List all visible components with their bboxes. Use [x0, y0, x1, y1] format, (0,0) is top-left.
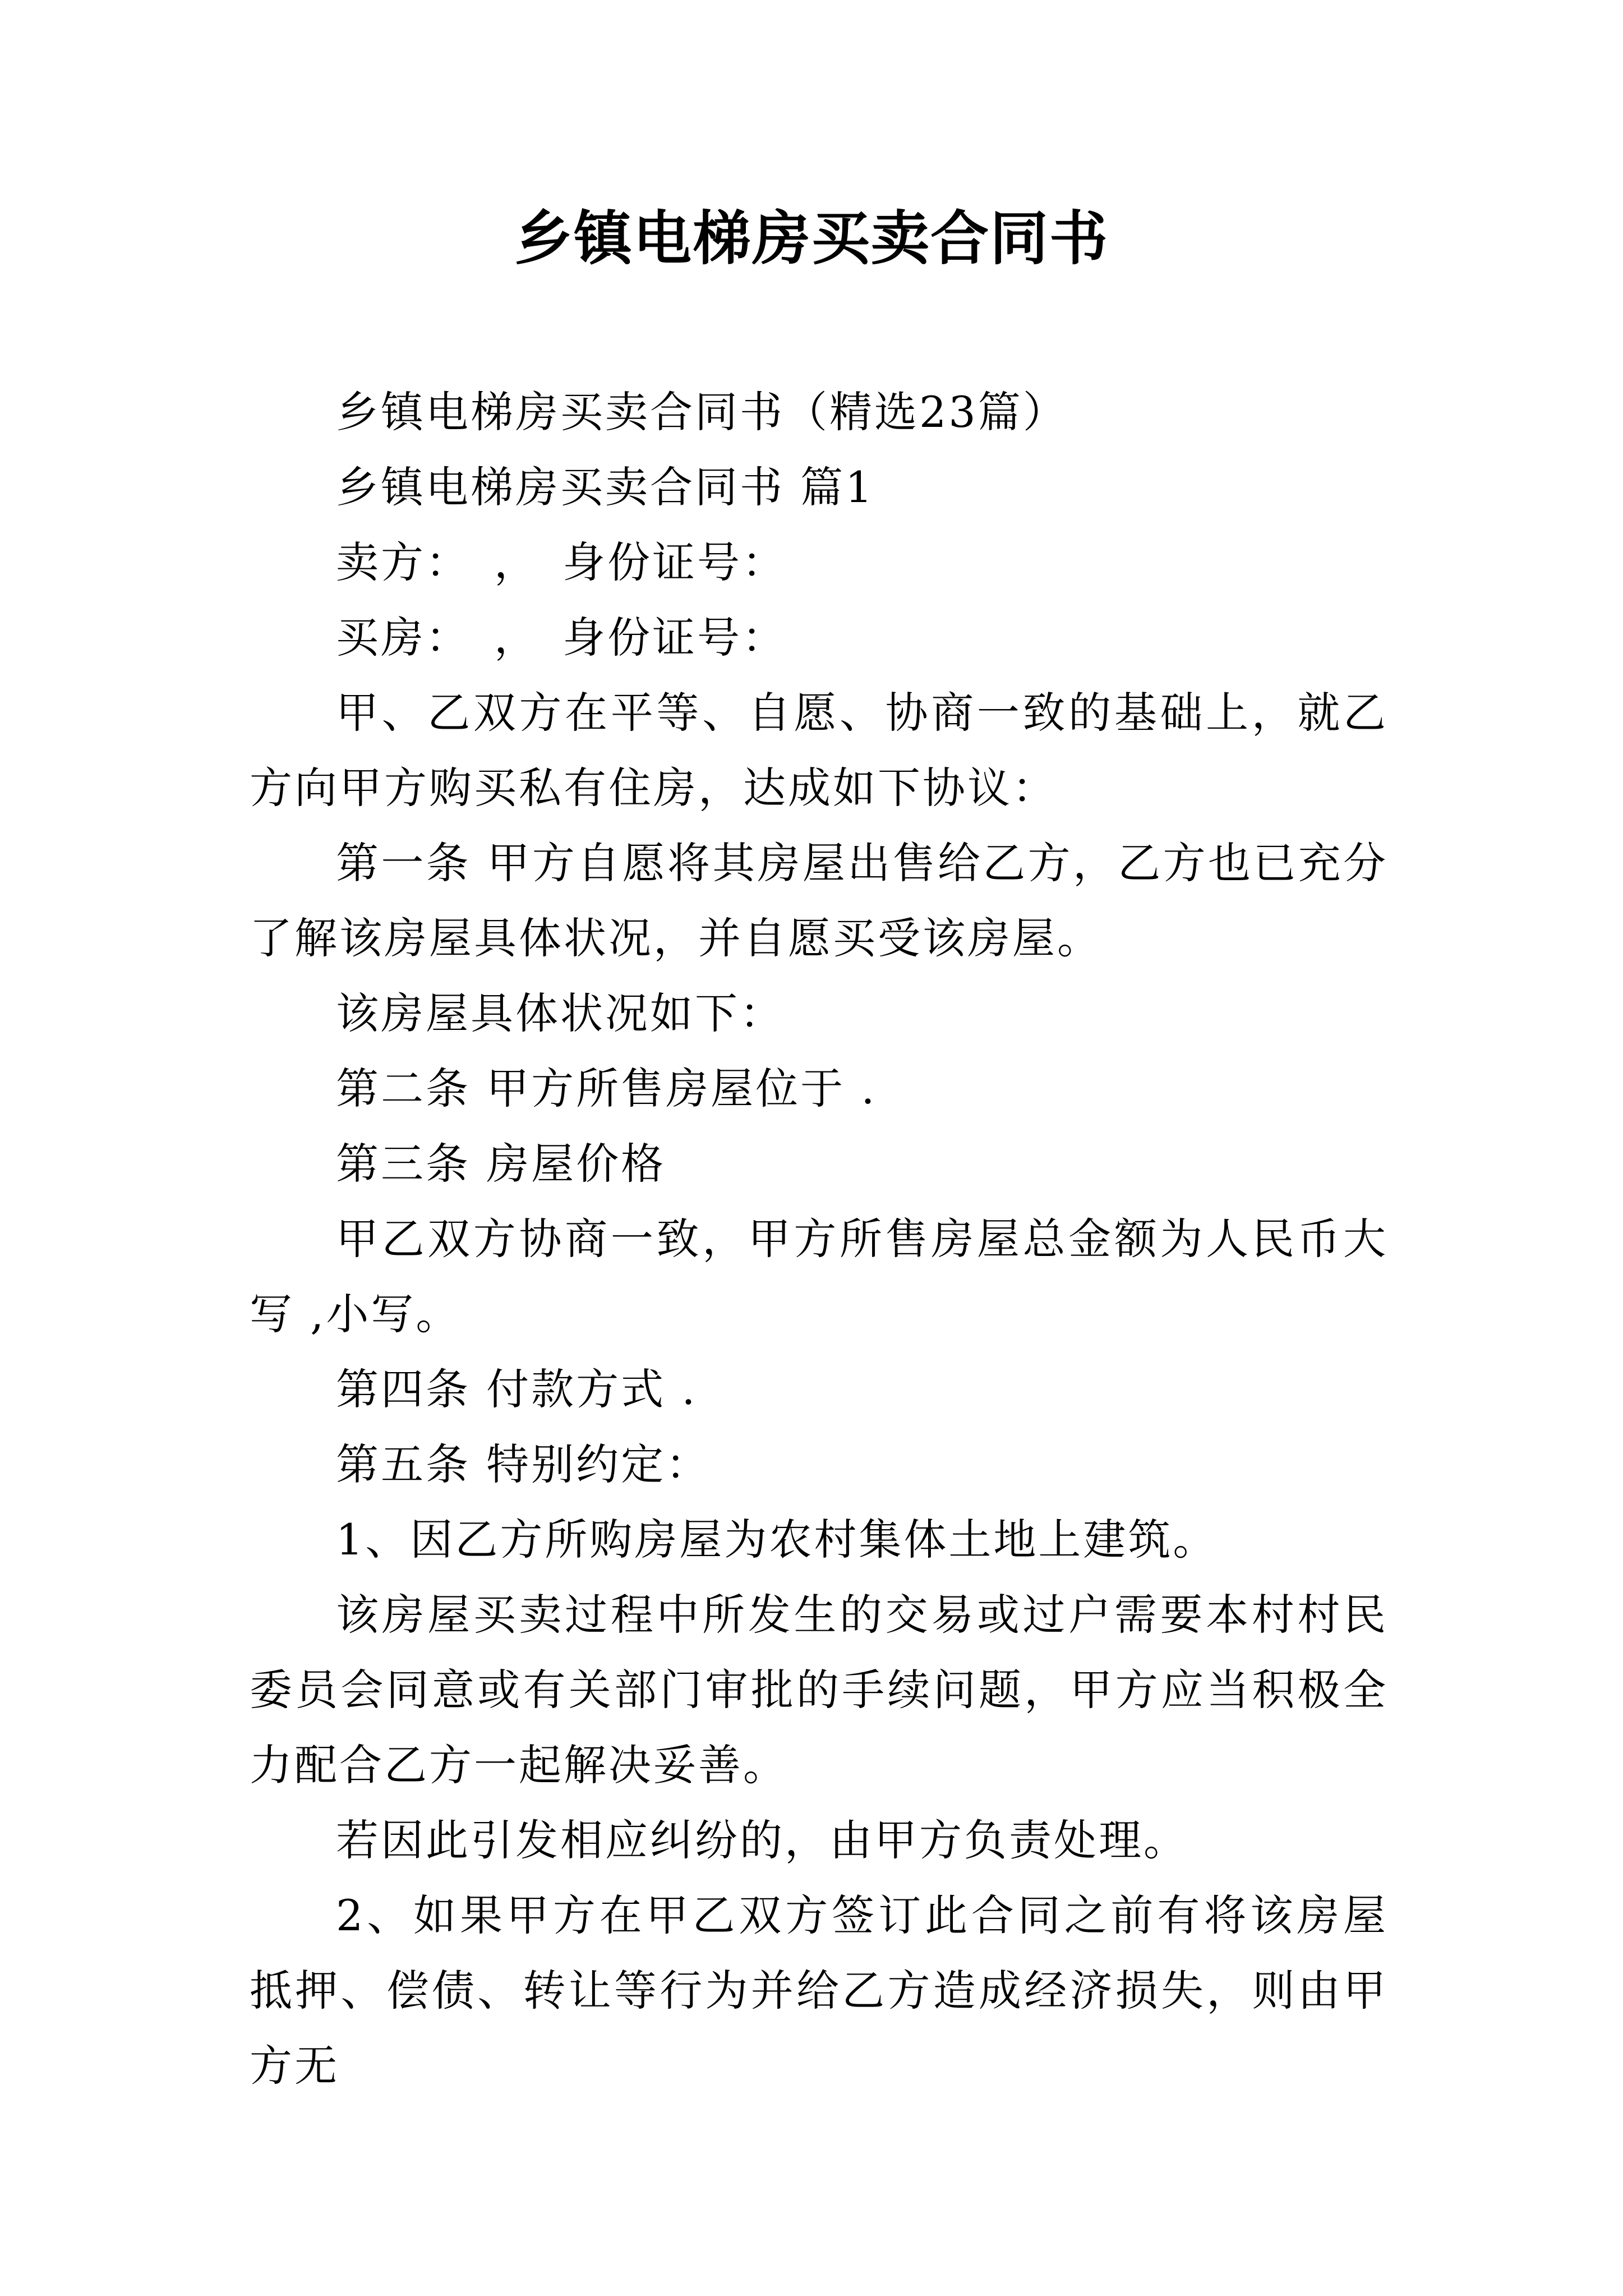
paragraph-article-1: 第一条 甲方自愿将其房屋出售给乙方，乙方也已充分了解该房屋具体状况，并自愿买受该房屋。	[250, 838, 1388, 963]
paragraph-clause-1-dispute: 若因此引发相应纠纷的，由甲方负责处理。	[336, 1815, 1188, 1865]
paragraph-clause-1: 1、因乙方所购房屋为农村集体土地上建筑。	[336, 1515, 1218, 1565]
paragraph-status: 该房屋具体状况如下：	[336, 988, 785, 1038]
paragraph-section-heading: 乡镇电梯房买卖合同书 篇1	[336, 462, 875, 512]
paragraph-article-2: 第二条 甲方所售房屋位于 .	[336, 1064, 877, 1114]
paragraph-price: 甲乙双方协商一致，甲方所售房屋总金额为人民币大写 ,小写。	[250, 1214, 1388, 1339]
document-body	[250, 375, 1388, 2104]
document-title: 乡镇电梯房买卖合同书	[514, 204, 1109, 273]
paragraph-article-5: 第五条 特别约定：	[336, 1439, 711, 1489]
paragraph-buyer: 买房： ， 身份证号：	[336, 613, 787, 662]
paragraph-article-3: 第三条 房屋价格	[336, 1139, 666, 1189]
paragraph-subtitle: 乡镇电梯房买卖合同书（精选23篇）	[336, 387, 1068, 437]
paragraph-article-4: 第四条 付款方式 .	[336, 1364, 698, 1414]
paragraph-clause-1-detail: 该房屋买卖过程中所发生的交易或过户需要本村村民委员会同意或有关部门审批的手续问题，甲方应当积极全力配合乙方一起解决妥善。	[250, 1590, 1388, 1790]
paragraph-seller: 卖方： ， 身份证号：	[336, 537, 787, 587]
paragraph-preamble: 甲、乙双方在平等、自愿、协商一致的基础上，就乙方向甲方购买私有住房，达成如下协议：	[250, 688, 1388, 813]
paragraph-clause-2: 2、如果甲方在甲乙双方签订此合同之前有将该房屋抵押、偿债、转让等行为并给乙方造成经济损失，则由甲方无	[250, 1890, 1388, 2091]
